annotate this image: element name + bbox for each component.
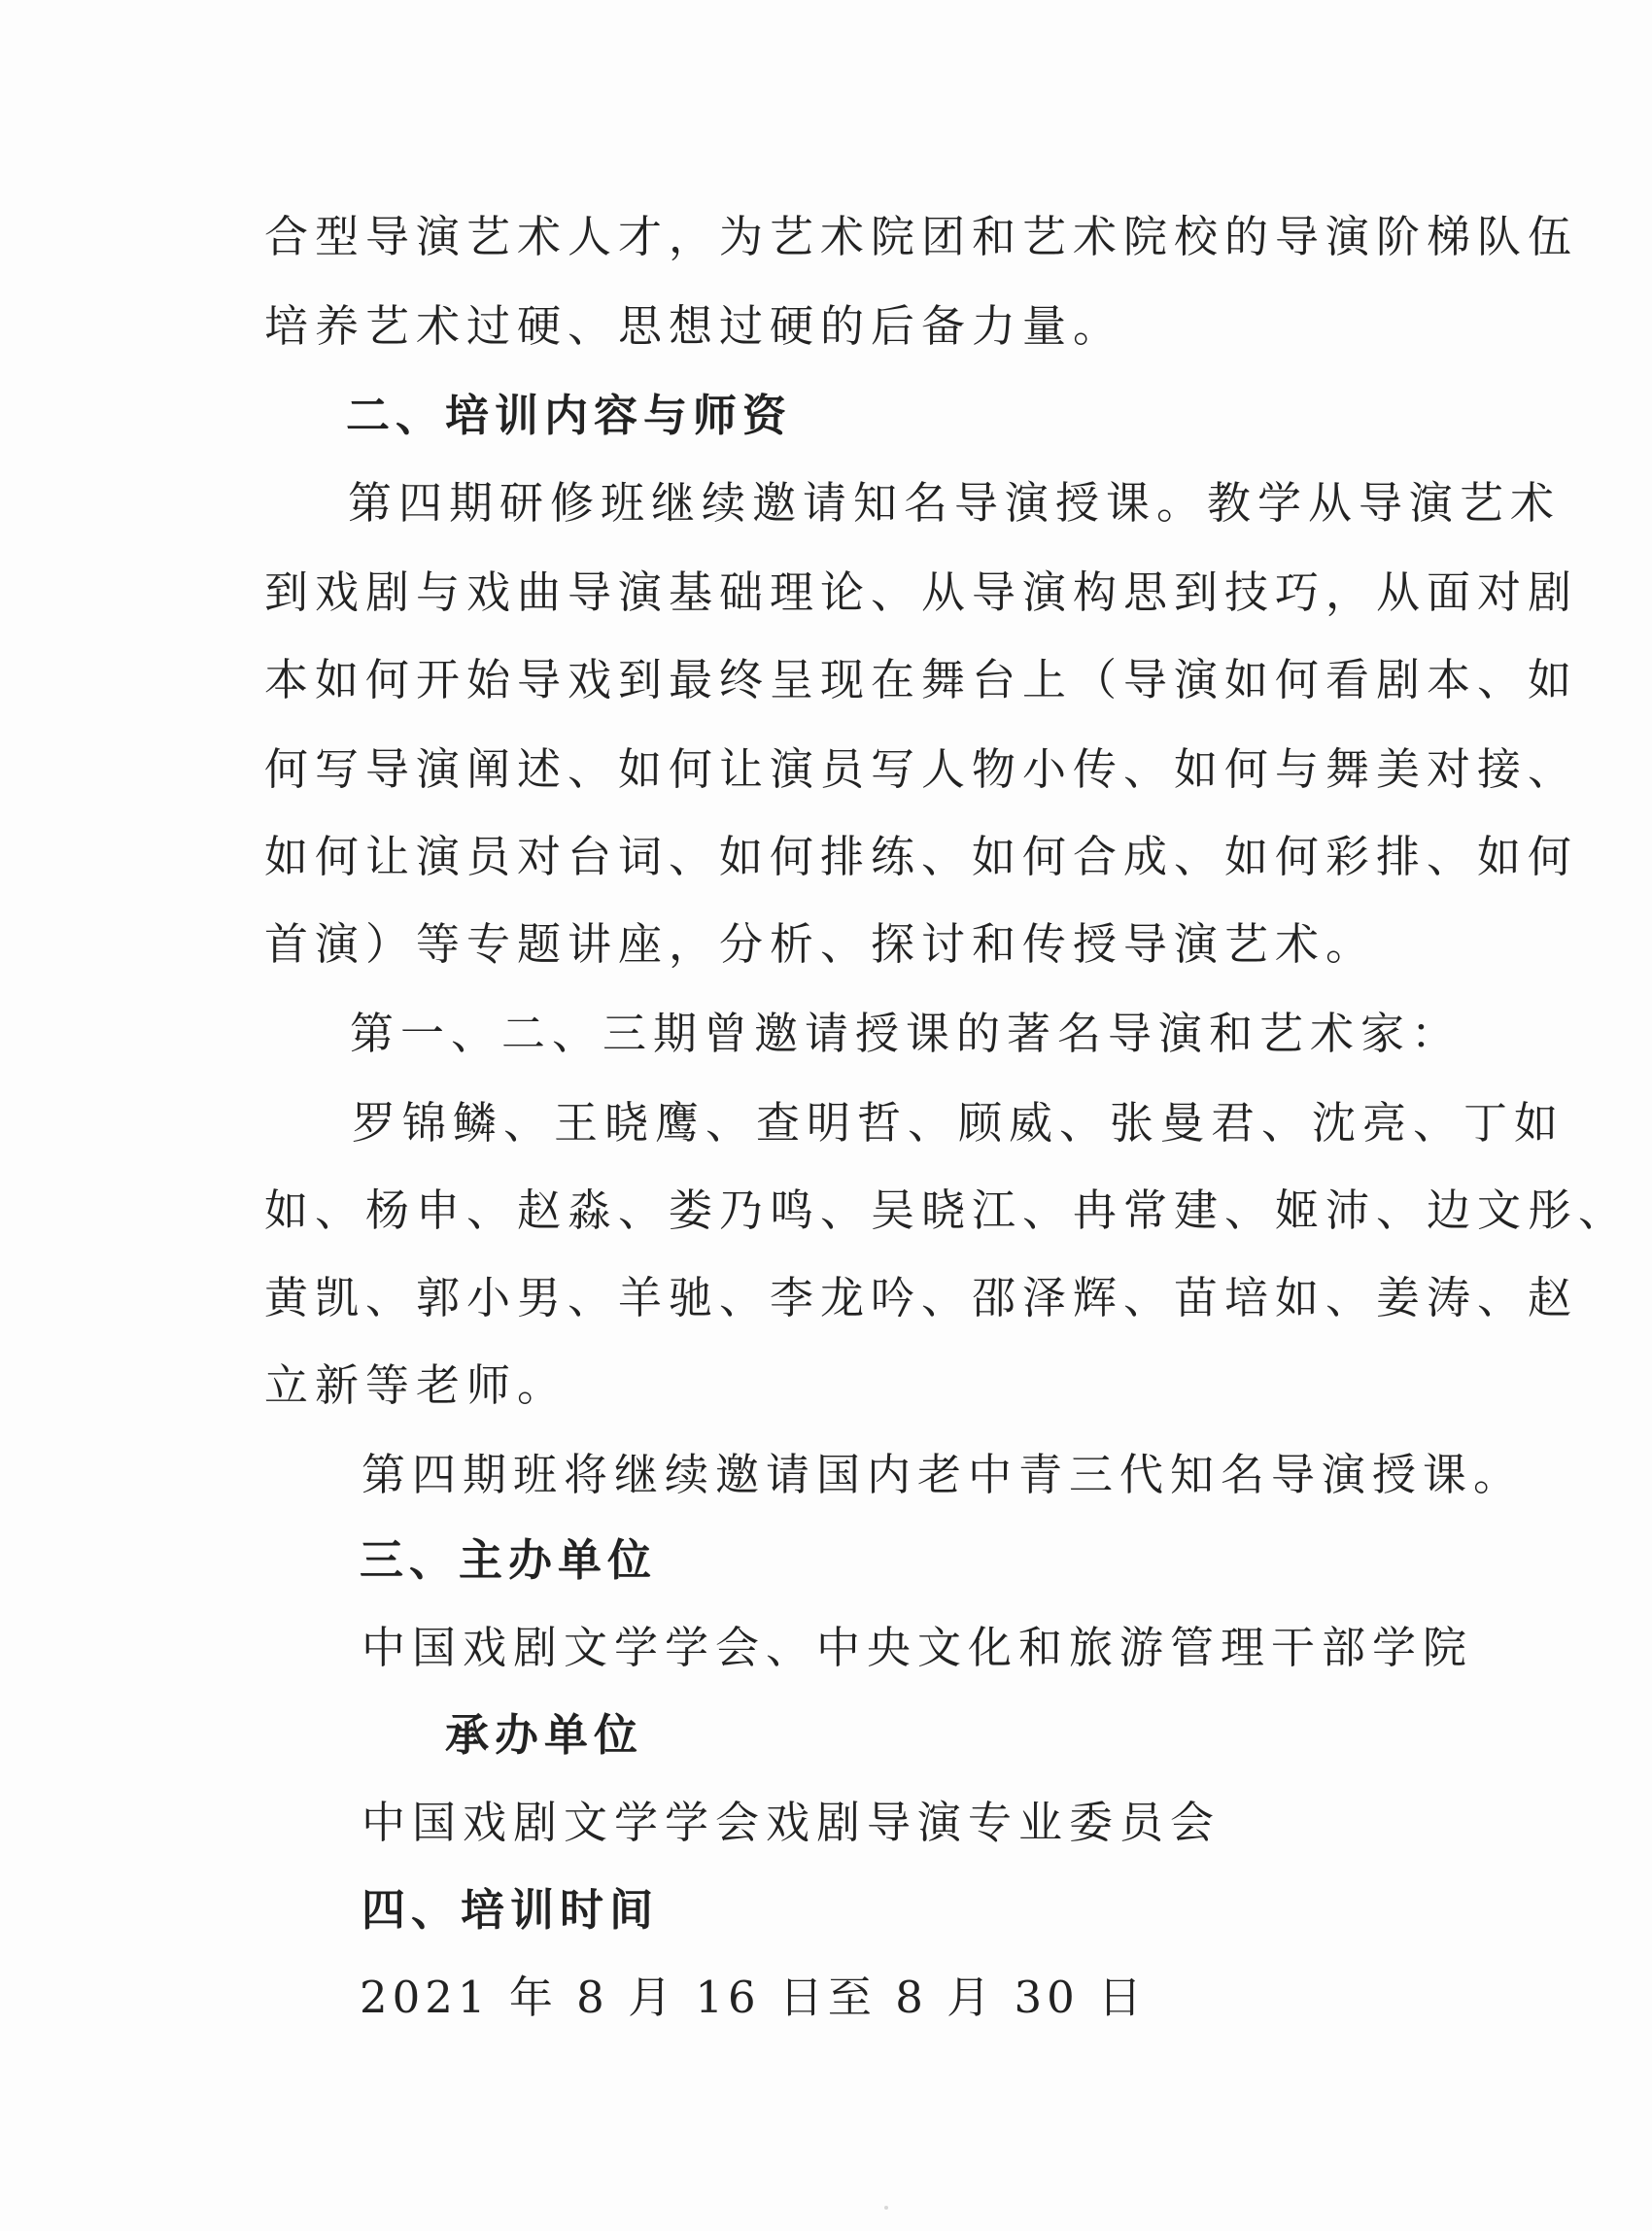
- scan-speck: [884, 2206, 888, 2210]
- paragraph-line: 本如何开始导戏到最终呈现在舞台上（导演如何看剧本、如: [264, 654, 1579, 705]
- paragraph-line: 合型导演艺术人才，为艺术院团和艺术院校的导演阶梯队伍: [264, 211, 1579, 262]
- section-heading-training-content: 二、培训内容与师资: [346, 390, 793, 441]
- paragraph-line: 第四期班将继续邀请国内老中青三代知名导演授课。: [361, 1449, 1525, 1500]
- paragraph-line: 第一、二、三期曾邀请授课的著名导演和艺术家：: [350, 1008, 1463, 1059]
- paragraph-line: 何写导演阐述、如何让演员写人物小传、如何与舞美对接、: [264, 743, 1579, 795]
- organizer-text: 中国戏剧文学学会、中央文化和旅游管理干部学院: [361, 1622, 1474, 1673]
- section-heading-organizer: 三、主办单位: [360, 1534, 658, 1586]
- co-organizer-text: 中国戏剧文学学会戏剧导演专业委员会: [361, 1797, 1222, 1848]
- paragraph-line: 到戏剧与戏曲导演基础理论、从导演构思到技巧，从面对剧: [264, 566, 1579, 618]
- training-date: 2021 年 8 月 16 日至 8 月 30 日: [360, 1972, 1148, 2023]
- section-heading-training-time: 四、培训时间: [361, 1884, 660, 1936]
- teacher-list-line: 立新等老师。: [264, 1359, 568, 1411]
- paragraph-line: 如何让演员对台词、如何排练、如何合成、如何彩排、如何: [264, 831, 1579, 882]
- paragraph-line: 第四期研修班继续邀请知名导演授课。教学从导演艺术: [348, 477, 1562, 529]
- paragraph-line: 培养艺术过硬、思想过硬的后备力量。: [264, 300, 1124, 352]
- teacher-list-line: 黄凯、郭小男、羊驰、李龙吟、邵泽辉、苗培如、姜涛、赵: [264, 1272, 1579, 1323]
- teacher-list-line: 罗锦鳞、王晓鹰、查明哲、顾威、张曼君、沈亮、丁如: [352, 1097, 1566, 1149]
- section-heading-co-organizer: 承办单位: [445, 1709, 644, 1761]
- teacher-list-line: 如、杨申、赵淼、娄乃鸣、吴晓江、冉常建、姬沛、边文彤、: [264, 1184, 1630, 1236]
- paragraph-line: 首演）等专题讲座，分析、探讨和传授导演艺术。: [264, 918, 1377, 970]
